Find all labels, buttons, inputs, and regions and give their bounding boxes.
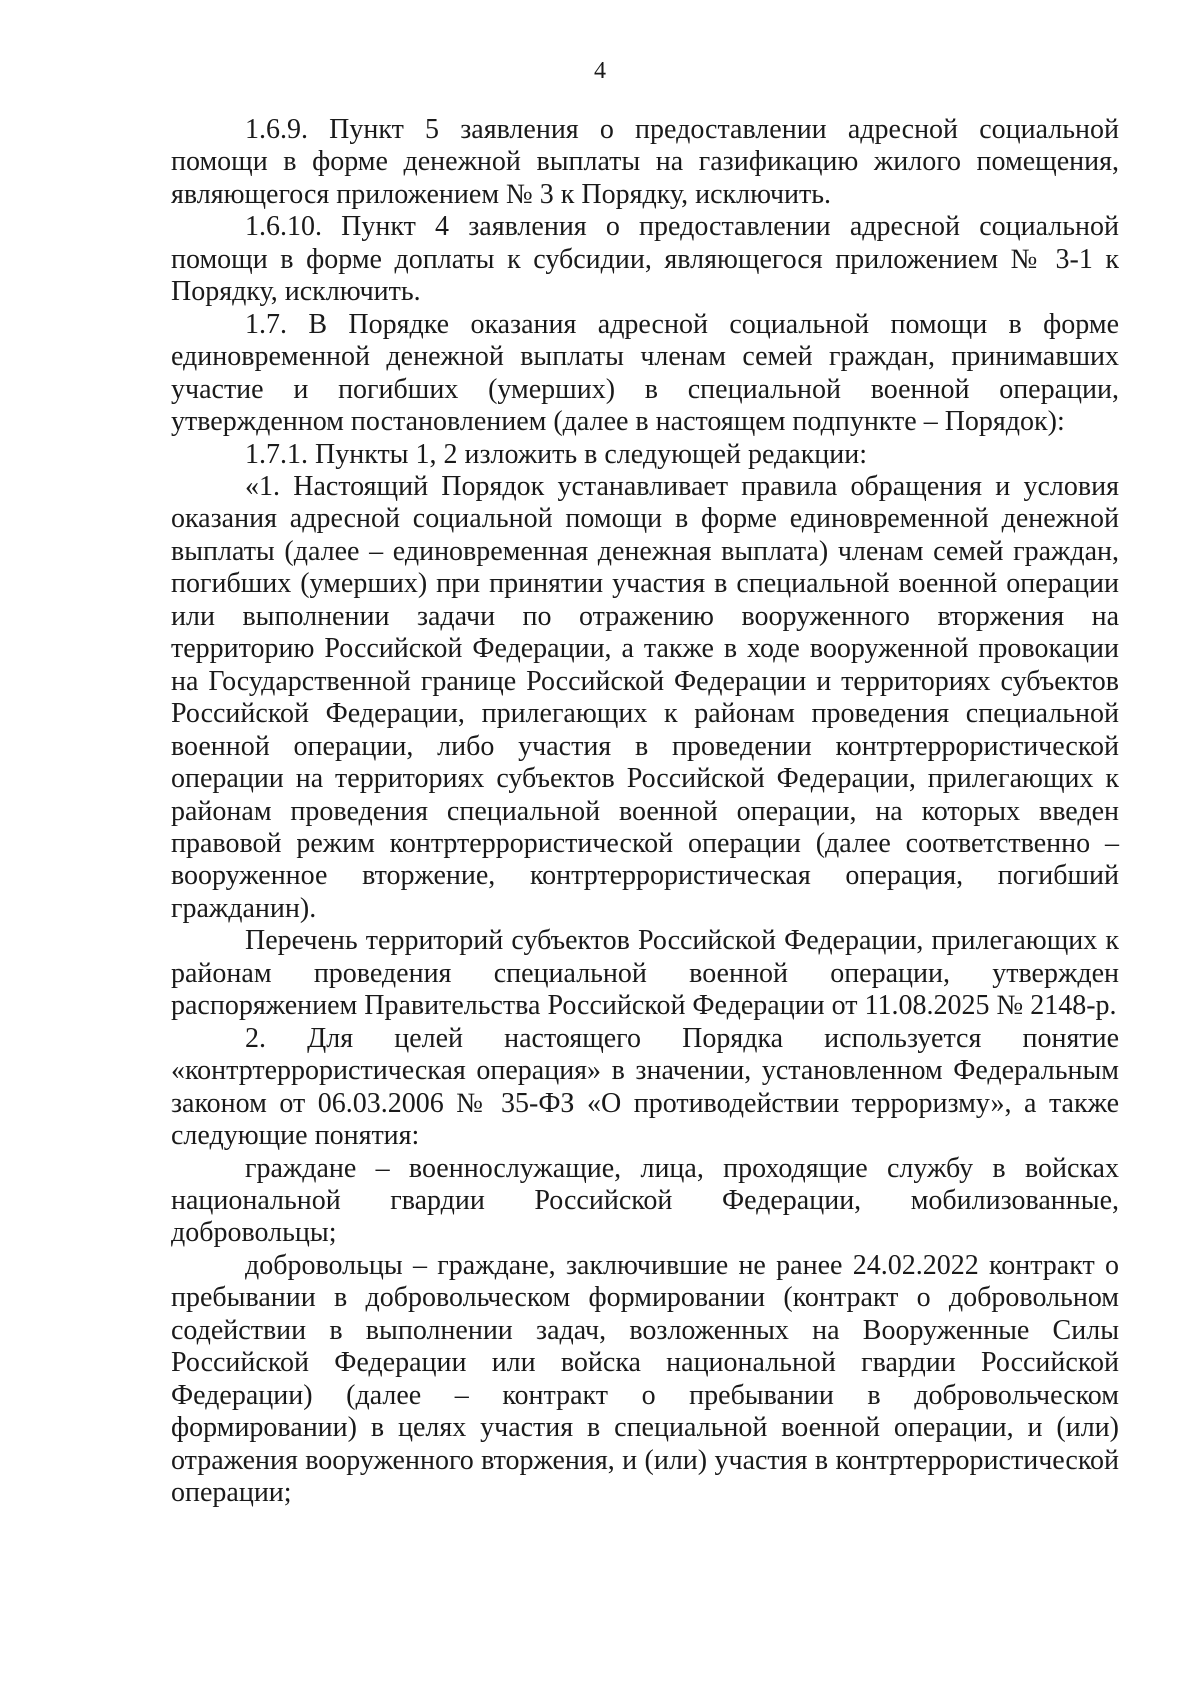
paragraph-1-7-1: 1.7.1. Пункты 1, 2 изложить в следующей редакции: bbox=[245, 438, 868, 470]
paragraph-clause-1: «1. Настоящий Порядок устанавливает правила обращения и условия оказания адресной социальной помощи в форме единовременной денежной выплаты (далее – единовременная денежная выплата) членам семей граждан, погибших (умерших) при принятии участия в специальной военной операции или выполнении задачи по отражению вооруженного вторжения на территорию Российской Федерации, а также в ходе вооруженной провокации на Государственной границе Российской Федерации и территориях субъектов Российской Федерации, прилегающих к районам проведения специальной военной операции, либо участия в проведении контртеррористической операции на территориях субъектов Российской Федерации, прилегающих к районам проведения специальной военной операции, на которых введен правовой режим контртеррористической операции (далее соответственно – вооруженное вторжение, контртеррористическая операция, погибший гражданин). bbox=[171, 470, 1119, 924]
paragraph-definition-citizens: граждане – военнослужащие, лица, проходящие службу в войсках национальной гвардии Российской Федерации, мобилизованные, добровольцы; bbox=[171, 1152, 1119, 1249]
paragraph-definition-volunteers: добровольцы – граждане, заключившие не ранее 24.02.2022 контракт о пребывании в добровольческом формировании (контракт о добровольном содействии в выполнении задач, возложенных на Вооруженные Силы Российской Федерации или войска национальной гвардии Российской Федерации) (далее – контракт о пребывании в добровольческом формировании) в целях участия в специальной военной операции, и (или) отражения вооруженного вторжения, и (или) участия в контртеррористической операции; bbox=[171, 1249, 1119, 1509]
page-number: 4 bbox=[594, 58, 606, 84]
paragraph-1-6-9: 1.6.9. Пункт 5 заявления о предоставлении адресной социальной помощи в форме денежной выплаты на газификацию жилого помещения, являющегося приложением № 3 к Порядку, исключить. bbox=[171, 114, 1119, 210]
paragraph-1-6-10: 1.6.10. Пункт 4 заявления о предоставлении адресной социальной помощи в форме доплаты к субсидии, являющегося приложением № 3-1 к Порядку, исключить. bbox=[171, 211, 1119, 308]
document-body bbox=[171, 114, 1119, 1509]
paragraph-clause-2: 2. Для целей настоящего Порядка используется понятие «контртеррористическая операция» в значении, установленном Федеральным законом от 06.03.2006 № 35-ФЗ «О противодействии терроризму», а также следующие понятия: bbox=[171, 1022, 1119, 1152]
paragraph-territories-list: Перечень территорий субъектов Российской Федерации, прилегающих к районам проведения специальной военной операции, утвержден распоряжением Правительства Российской Федерации от 11.08.2025 № 2148-р. bbox=[171, 925, 1119, 1022]
paragraph-1-7: 1.7. В Порядке оказания адресной социальной помощи в форме единовременной денежной выплаты членам семей граждан, принимавших участие и погибших (умерших) в специальной военной операции, утвержденном постановлением (далее в настоящем подпункте – Порядок): bbox=[171, 308, 1119, 438]
